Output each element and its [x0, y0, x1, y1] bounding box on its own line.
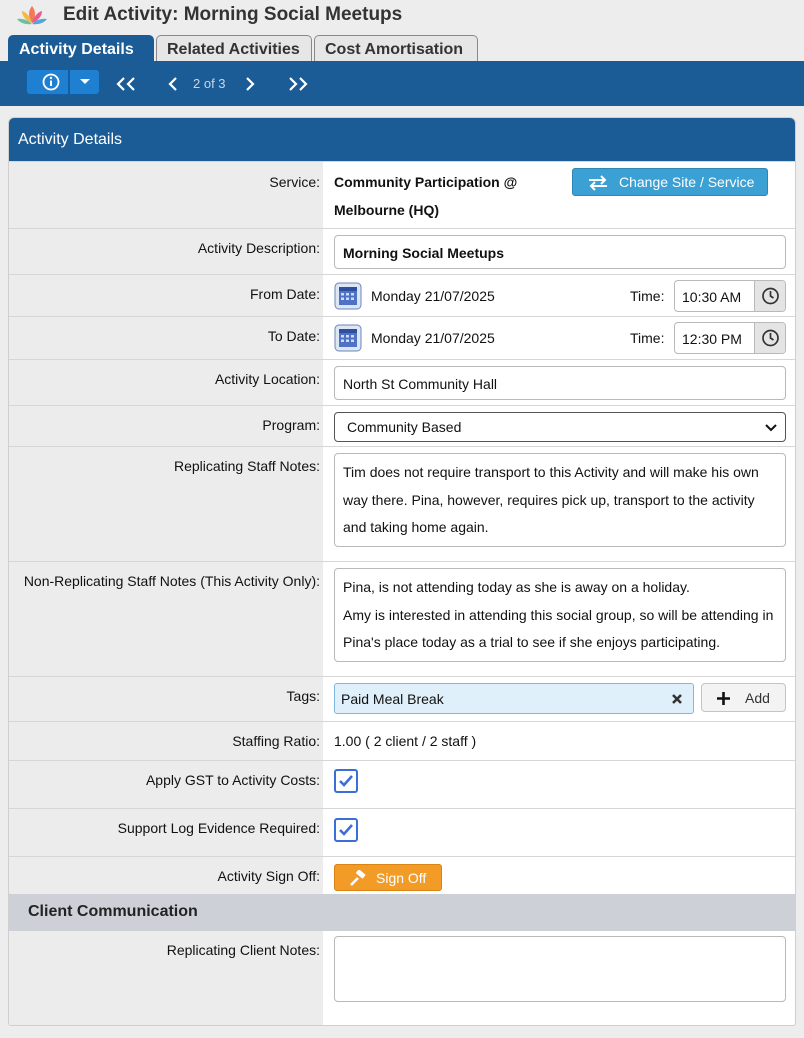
caret-down-icon [70, 70, 100, 94]
clock-icon [755, 323, 786, 353]
to-date-label: To Date: [267, 328, 320, 344]
sign-off-label-text: Sign Off [376, 870, 427, 886]
replicating-staff-notes-textarea[interactable] [334, 453, 786, 547]
first-record-icon[interactable] [114, 73, 138, 95]
staffing-ratio-value: 1.00 ( 2 client / 2 staff ) [334, 733, 477, 749]
client-communication-header: Client Communication [9, 894, 796, 931]
from-time-input[interactable] [674, 280, 786, 312]
sign-off-row [9, 856, 796, 894]
replicating-client-notes-row [9, 931, 796, 1026]
info-dropdown-button[interactable] [69, 69, 100, 95]
checkmark-icon [336, 771, 356, 791]
to-time-input[interactable] [674, 322, 786, 354]
tags-input[interactable] [334, 683, 694, 714]
activity-details-panel [8, 117, 796, 1026]
description-row [9, 228, 796, 274]
support-log-checkbox[interactable] [334, 818, 358, 842]
chevron-down-icon [765, 423, 777, 433]
clock-icon [755, 281, 786, 311]
staffing-ratio-label: Staffing Ratio: [232, 733, 320, 749]
next-record-icon[interactable] [243, 73, 257, 95]
apply-gst-checkbox[interactable] [334, 769, 358, 793]
tab-activity-details[interactable]: Activity Details [8, 35, 154, 63]
location-label: Activity Location: [214, 371, 320, 387]
tags-label: Tags: [286, 688, 320, 704]
sign-off-button[interactable] [334, 864, 442, 891]
page-title: Edit Activity: Morning Social Meetups [63, 4, 403, 25]
calendar-icon[interactable] [334, 324, 362, 352]
tab-cost-amortisation[interactable]: Cost Amortisation [314, 35, 478, 62]
program-select[interactable] [334, 412, 786, 442]
non-replicating-staff-notes-row [9, 561, 796, 676]
to-time-value: 12:30 PM [682, 331, 742, 347]
add-tag-button[interactable] [701, 683, 786, 712]
sign-off-label: Activity Sign Off: [217, 868, 320, 884]
last-record-icon[interactable] [286, 73, 310, 95]
app-header [0, 0, 804, 34]
to-time-picker-button[interactable] [754, 323, 785, 353]
to-date-value[interactable]: Monday 21/07/2025 [371, 330, 495, 346]
activity-location-input[interactable]: North St Community Hall [334, 366, 786, 400]
activity-description-input[interactable]: Morning Social Meetups [334, 235, 786, 269]
service-value-line2: Melbourne (HQ) [334, 202, 439, 218]
add-tag-label: Add [745, 690, 770, 706]
from-date-row [9, 274, 796, 316]
from-time-label: Time: [630, 288, 665, 304]
program-row [9, 405, 796, 446]
from-date-label: From Date: [249, 286, 320, 302]
info-button[interactable] [26, 69, 69, 95]
apply-gst-row [9, 760, 796, 808]
location-row [9, 359, 796, 405]
non-replicating-staff-notes-textarea[interactable] [334, 568, 786, 662]
non-replicating-staff-notes-label: Non-Replicating Staff Notes (This Activity Only): [23, 573, 320, 589]
plus-icon [716, 691, 731, 706]
lotus-logo-icon [16, 3, 48, 29]
service-row [9, 161, 796, 228]
change-site-service-button[interactable] [572, 168, 768, 196]
tags-row [9, 676, 796, 721]
panel-title: Activity Details [9, 118, 795, 161]
support-log-label: Support Log Evidence Required: [117, 820, 320, 836]
service-value-line1: Community Participation @ [334, 174, 518, 190]
tab-related-activities[interactable]: Related Activities [156, 35, 312, 62]
program-selected-value: Community Based [347, 419, 462, 435]
to-time-label: Time: [630, 330, 665, 346]
record-toolbar [0, 61, 804, 106]
support-log-row [9, 808, 796, 856]
description-label: Activity Description: [197, 240, 320, 256]
swap-arrows-icon [587, 174, 609, 192]
remove-tag-icon[interactable] [671, 693, 683, 705]
from-time-value: 10:30 AM [682, 289, 742, 305]
staffing-ratio-row [9, 721, 796, 760]
replicating-client-notes-textarea[interactable] [334, 936, 786, 1002]
tag-paid-meal-break: Paid Meal Break [341, 691, 444, 707]
from-time-picker-button[interactable] [754, 281, 785, 311]
previous-record-icon[interactable] [166, 73, 180, 95]
calendar-icon[interactable] [334, 282, 362, 310]
service-label: Service: [269, 174, 320, 190]
change-site-service-label: Change Site / Service [619, 174, 755, 190]
replicating-client-notes-label: Replicating Client Notes: [166, 942, 320, 958]
from-date-value[interactable]: Monday 21/07/2025 [371, 288, 495, 304]
replicating-staff-notes-row [9, 446, 796, 561]
program-label: Program: [262, 417, 320, 433]
record-counter: 2 of 3 [193, 76, 226, 91]
gavel-icon [349, 870, 367, 886]
apply-gst-label: Apply GST to Activity Costs: [145, 772, 320, 788]
replicating-staff-notes-label: Replicating Staff Notes: [173, 458, 320, 474]
to-date-row [9, 316, 796, 359]
info-icon [27, 70, 70, 94]
checkmark-icon [336, 820, 356, 840]
